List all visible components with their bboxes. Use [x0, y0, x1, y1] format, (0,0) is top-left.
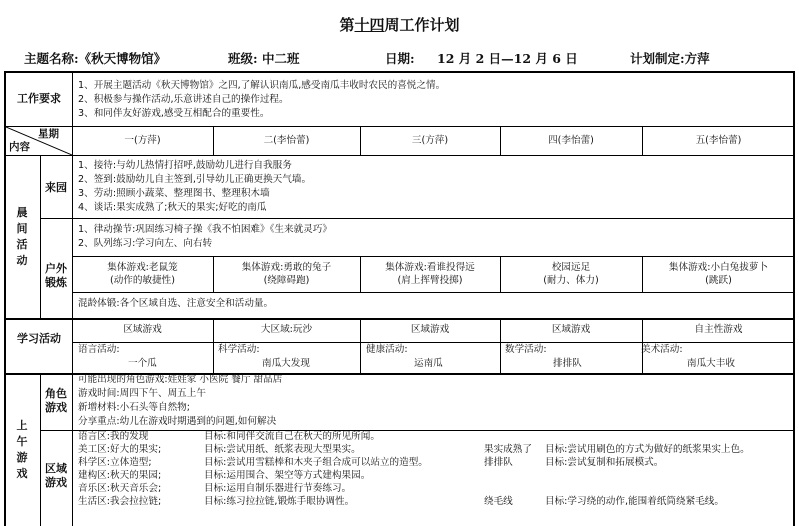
lesson-topic: 南瓜大发现	[262, 358, 310, 369]
learning-area: 大区域:玩沙	[260, 324, 313, 335]
planner: 计划制定:方萍	[630, 51, 710, 66]
weekday-monday: 一(方萍)	[124, 135, 161, 146]
corner-content: 内容	[9, 141, 30, 153]
arrival-item: 3、劳动:照顾小蔬菜、整理图书、整理积木墙	[78, 188, 270, 199]
lesson-topic: 排排队	[553, 358, 582, 369]
morning-games-label: 上午游戏	[16, 419, 28, 480]
learning-area: 区域游戏	[551, 324, 591, 335]
weekday-friday: 五(李怡蕾)	[695, 135, 742, 146]
outdoor-game: 校园远足 (耐力、体力)	[543, 262, 599, 286]
title-suffix: 周工作计划	[384, 16, 460, 34]
outdoor-game: 集体游戏:看谁投得远 (肩上挥臂投掷)	[385, 262, 475, 286]
outdoor-game: 集体游戏:小白兔拔萝卜 (跳跃)	[668, 262, 769, 286]
outdoor-item: 2、队列练习:学习向左、向右转	[78, 238, 213, 249]
lesson-subject: 语言活动:	[78, 344, 120, 355]
corner-weekday: 星期	[38, 128, 59, 140]
title-week-number: 十四	[354, 16, 385, 34]
lesson-topic: 南瓜大丰收	[687, 358, 735, 369]
weekday-wednesday: 三(方萍)	[411, 135, 449, 146]
role-play-item: 可能出现的角色游戏:娃娃家 小医院 餐厅 甜品店	[78, 374, 283, 385]
weekday-tuesday: 二(李怡蕾)	[263, 135, 310, 146]
area-row-goal: 目标:练习拉拉链,锻炼手眼协调性。	[204, 496, 355, 507]
lesson-subject: 美术活动:	[641, 344, 683, 355]
theme-name: 主题名称:《秋天博物馆》	[24, 51, 167, 66]
area-row-name: 建构区:秋天的果园;	[78, 470, 162, 481]
role-play-item: 新增材料:小石头等自然物;	[78, 402, 190, 413]
area-row-extra-goal: 目标:尝试复制和拓展模式。	[545, 457, 664, 468]
requirements-label: 工作要求	[17, 92, 61, 105]
page-title	[0, 14, 799, 35]
area-row-goal: 目标:运用围合、架空等方式建构果园。	[204, 470, 371, 481]
requirement-item: 3、和同伴友好游戏,感受互相配合的重要性。	[78, 108, 270, 119]
area-row-extra-goal: 目标:尝试用刷色的方式为做好的纸浆果实上色。	[545, 444, 750, 455]
learning-label: 学习活动	[17, 332, 61, 345]
area-row-name: 美工区:好大的果实;	[78, 444, 162, 455]
lesson-topic: 运南瓜	[414, 358, 443, 369]
role-play-item: 游戏时间:周四下午、周五上午	[78, 388, 206, 399]
date-value: 12 月 2 日—12 月 6 日	[437, 51, 578, 66]
area-row-extra: 排排队	[484, 457, 513, 468]
area-row-extra-goal: 目标:学习绕的动作,能围着纸筒绕紧毛线。	[545, 496, 724, 507]
learning-area: 区域游戏	[410, 324, 450, 335]
area-row-name: 生活区:我会拉拉链;	[78, 496, 162, 507]
arrival-item: 2、签到:鼓励幼儿自主签到,引导幼儿正确更换天气墙。	[78, 174, 312, 185]
lesson-topic: 一个瓜	[128, 358, 157, 369]
area-row-name: 语言区:我的发现	[78, 431, 149, 442]
area-row-name: 科学区:立体造型;	[78, 457, 152, 468]
lesson-subject: 科学活动:	[218, 344, 260, 355]
title-prefix: 第	[339, 16, 355, 34]
class-name: 班级: 中二班	[228, 51, 300, 66]
learning-area: 区域游戏	[123, 324, 162, 335]
role-play-label: 角色游戏	[45, 387, 67, 414]
outdoor-label: 户外锻炼	[45, 262, 67, 289]
area-row-goal: 目标:运用自制乐器进行节奏练习。	[204, 483, 352, 494]
area-row-extra: 绕毛线	[484, 496, 513, 507]
role-play-item: 分享重点:幼儿在游戏时期遇到的问题,如何解决	[78, 416, 277, 427]
weekday-thursday: 四(李怡蕾)	[548, 135, 594, 146]
requirement-item: 2、积极参与操作活动,乐意讲述自己的操作过程。	[78, 94, 289, 105]
arrival-item: 1、接待:与幼儿热情打招呼,鼓励幼儿进行自我服务	[78, 160, 292, 171]
lesson-subject: 数学活动:	[505, 344, 547, 355]
area-row-extra: 果实成熟了	[484, 444, 532, 455]
outdoor-item: 1、律动操节:巩固练习椅子操《我不怕困难》《生来就灵巧》	[78, 224, 332, 235]
mixed-age-exercise: 混龄体锻:各个区域自选、注意安全和活动量。	[78, 298, 274, 309]
lesson-subject: 健康活动:	[366, 344, 408, 355]
requirement-item: 1、开展主题活动《秋天博物馆》之四,了解认识南瓜,感受南瓜丰收时农民的喜悦之情。	[78, 80, 446, 91]
arrival-label: 来园	[45, 181, 67, 194]
area-row-goal: 目标:和同伴交流自己在秋天的所见所闻。	[204, 431, 380, 442]
arrival-item: 4、谈话:果实成熟了;秋天的果实;好吃的南瓜	[78, 202, 267, 213]
morning-label: 晨间活动	[16, 206, 28, 267]
date-label: 日期:	[385, 51, 415, 66]
area-row-goal: 目标:尝试用纸、纸浆表现大型果实。	[204, 444, 361, 455]
area-row-name: 音乐区:秋天音乐会;	[78, 483, 162, 494]
outdoor-game: 集体游戏:老鼠笼 (动作的敏捷性)	[107, 262, 178, 286]
area-games-label: 区域游戏	[45, 462, 67, 489]
area-row-goal: 目标:尝试用雪糕棒和木夹子组合成可以站立的造型。	[204, 457, 428, 468]
learning-area: 自主性游戏	[694, 324, 743, 335]
outdoor-game: 集体游戏:勇敢的兔子 (绕障碍跑)	[241, 262, 332, 286]
